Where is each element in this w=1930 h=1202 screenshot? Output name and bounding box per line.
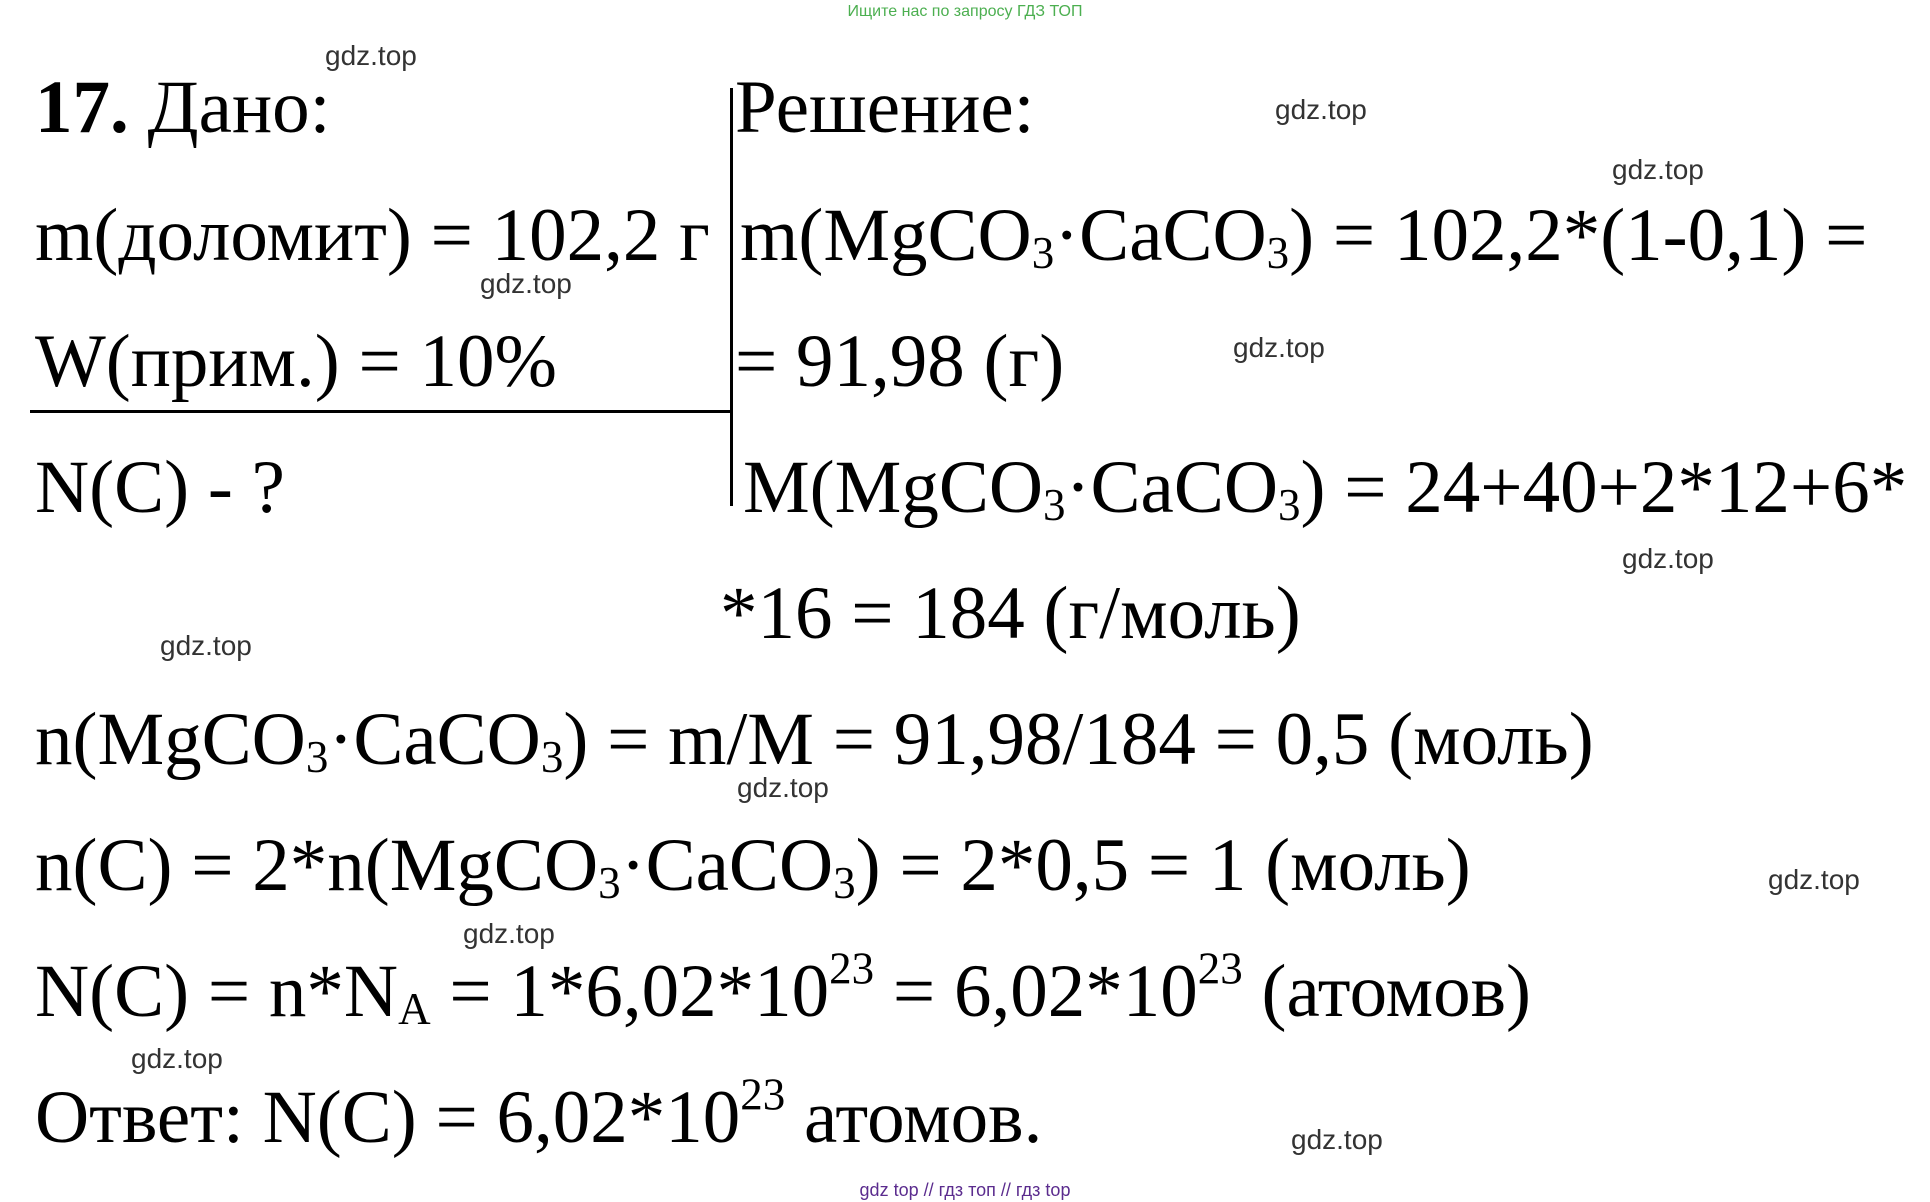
watermark: gdz.top: [1612, 154, 1704, 185]
watermark: gdz.top: [463, 918, 555, 949]
solution-molar-mass-result: *16 = 184 (г/моль): [720, 572, 1301, 655]
solution-moles-dolomite: n(MgCO$_3$·CaCO$_3$) = m/M = 91,98/184 = 0,5 (моль): [35, 698, 1594, 783]
given-label: Дано:: [147, 66, 331, 149]
watermark: gdz.top: [160, 630, 252, 661]
footer-text: gdz top // гдз топ // гдз top: [859, 1180, 1071, 1200]
given-impurity: W(прим.) = 10%: [35, 320, 557, 403]
watermark: gdz.top: [1768, 864, 1860, 895]
watermark: gdz.top: [325, 40, 417, 71]
given-mass: m(доломит) = 102,2 г: [35, 194, 710, 277]
watermark: gdz.top: [1233, 332, 1325, 363]
solution-divider-line: [730, 88, 733, 506]
solution-molar-mass: M(MgCO$_3$·CaCO$_3$) = 24+40+2*12+6*: [743, 446, 1908, 531]
solution-atoms-carbon: $N(C) = n*N_A = 1*6,02*10^{23} = 6,02*10^{23}$ (атомов): [35, 943, 1532, 1035]
watermark: gdz.top: [1622, 543, 1714, 574]
watermark: gdz.top: [1275, 94, 1367, 125]
problem-number: 17.: [35, 66, 129, 149]
watermark: gdz.top: [1291, 1124, 1383, 1155]
watermark: gdz.top: [737, 772, 829, 803]
solution-moles-carbon: n(C) = 2*n(MgCO$_3$·CaCO$_3$) = 2*0,5 = 1 (моль): [35, 824, 1471, 909]
solution-mass-result: = 91,98 (г): [735, 320, 1065, 403]
solution-label: Решение:: [735, 66, 1035, 149]
search-promo-text: Ищите нас по запросу ГДЗ ТОП: [847, 3, 1083, 20]
given-heading: [35, 66, 331, 149]
solution-mass-pure: m(MgCO$_3$·CaCO$_3$) = 102,2*(1-0,1) =: [740, 194, 1868, 279]
given-divider-line: [30, 410, 732, 413]
watermark: gdz.top: [480, 268, 572, 299]
watermark: gdz.top: [131, 1043, 223, 1074]
answer-line: Ответ: $N(C) = 6,02*10^{23}$ атомов.: [35, 1069, 1043, 1159]
find-quantity: N(C) - ?: [35, 446, 285, 529]
